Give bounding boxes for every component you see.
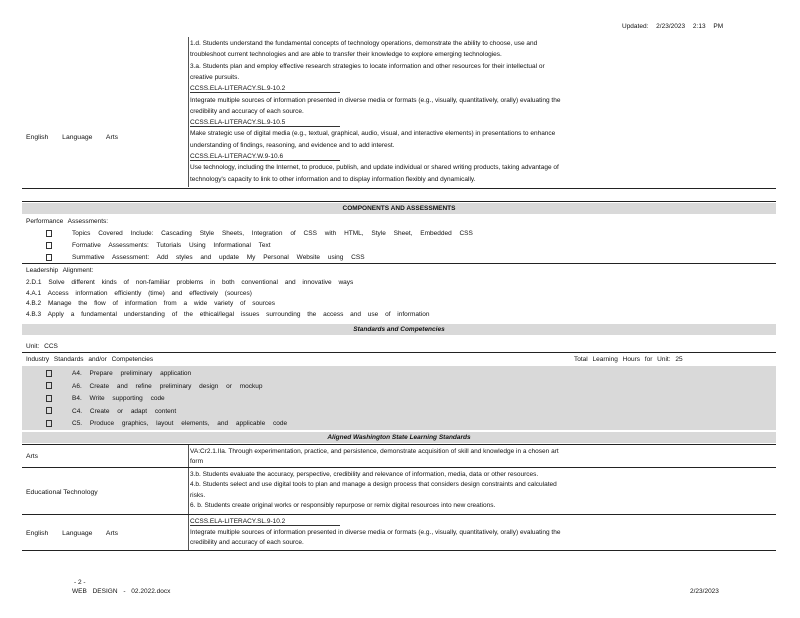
- total-learning-hours: Total Learning Hours for Unit: 25: [574, 356, 683, 363]
- underline: [190, 160, 340, 161]
- list-item: [46, 229, 473, 238]
- standard-line: understanding of findings, reasoning, and evidence and to add interest.: [190, 141, 395, 149]
- list-item: [46, 369, 191, 378]
- standard-line: Integrate multiple sources of information presented in diverse media or formats (e.g., visually, quantitatively, orally) evaluating the: [190, 528, 561, 536]
- list-item: [46, 419, 287, 428]
- bullet-icon: [46, 254, 52, 261]
- list-item: 4.A.1 Access information efficiently (time) and effectively (sources): [26, 289, 252, 297]
- standard-line: Make strategic use of digital media (e.g., textual, graphical, audio, visual, and interactive elements) in presentations to enhance: [190, 130, 556, 138]
- components-heading: COMPONENTS AND ASSESSMENTS: [342, 205, 456, 212]
- standard-line: 3.b. Students evaluate the accuracy, perspective, credibility and relevance of information, media, data or other resources.: [190, 471, 539, 478]
- arts-label: Arts: [26, 453, 39, 460]
- list-item: [46, 241, 271, 250]
- list-item-text: C4. Create or adapt content: [72, 407, 177, 415]
- list-item-text: A4. Prepare preliminary application: [72, 370, 192, 377]
- standard-line: 1.d. Students understand the fundamental concepts of technology operations, demonstrate the ability to choose, use and: [190, 40, 538, 47]
- document-name: WEB DESIGN - 02.2022.docx: [72, 588, 171, 595]
- divider: [22, 550, 776, 551]
- standard-line: Integrate multiple sources of information presented in diverse media or formats (e.g., visually, quantitatively, orally) evaluating the: [190, 96, 561, 104]
- divider: [22, 467, 776, 468]
- divider: [22, 188, 776, 189]
- list-item: [46, 407, 176, 416]
- standards-heading: Standards and Competencies: [353, 326, 445, 333]
- bullet-icon: [46, 370, 52, 377]
- standard-line: troubleshoot current technologies and are able to transfer their knowledge to explore emerging technologies.: [190, 51, 502, 59]
- list-item-text: C5. Produce graphics, layout elements, and applicable code: [72, 420, 288, 427]
- underline: [190, 126, 340, 127]
- bullet-icon: [46, 420, 52, 427]
- edtech-label: Educational Technology: [26, 489, 98, 496]
- updated-timestamp: Updated: 2/23/2023 2:13 PM: [622, 23, 724, 30]
- page-number: - 2 -: [74, 579, 86, 586]
- list-item-text: Summative Assessment: Add styles and update My Personal Website using CSS: [72, 254, 365, 261]
- aligned-heading: Aligned Washington State Learning Standards: [327, 434, 471, 441]
- standards-bar: [22, 324, 776, 335]
- standard-line: form: [190, 458, 203, 465]
- standard-line: 4.b. Students select and use digital tools to plan and manage a design process that considers design constraints and calculated: [190, 481, 557, 489]
- industry-standards-heading: Industry Standards and/or Competencies: [26, 356, 154, 363]
- list-item: 4.B.3 Apply a fundamental understanding of the ethical/legal issues surrounding the access and use of information: [26, 310, 430, 318]
- standard-line: 6. b. Students create original works or responsibly repurpose or remix digital resources into new creations.: [190, 501, 496, 509]
- list-item: [46, 394, 165, 403]
- standard-line: CCSS.ELA-LITERACY.W.9-10.6: [190, 153, 284, 160]
- list-item-text: Formative Assessments: Tutorials Using Informational Text: [72, 242, 271, 249]
- list-item: [46, 382, 263, 391]
- divider: [22, 352, 776, 353]
- bullet-icon: [46, 242, 52, 249]
- components-bar: [22, 203, 776, 214]
- standard-line: credibility and accuracy of each source.: [190, 539, 304, 546]
- standard-line: CCSS.ELA-LITERACY.SL.9-10.2: [190, 518, 286, 525]
- list-item: [46, 253, 365, 262]
- list-item-text: B4. Write supporting code: [72, 395, 165, 402]
- footer-date: 2/23/2023: [690, 588, 719, 595]
- divider: [22, 514, 776, 515]
- standard-line: VA:Cr2.1.IIa. Through experimentation, practice, and persistence, demonstrate acquisition of skill and knowledge in a chosen art: [190, 448, 559, 455]
- standard-line: credibility and accuracy of each source.: [190, 107, 304, 115]
- list-item-text: Topics Covered Include: Cascading Style Sheets, Integration of CSS with HTML, Style Sheet, Embedded CSS: [72, 230, 473, 237]
- bullet-icon: [46, 382, 52, 389]
- bullet-icon: [46, 407, 52, 414]
- standard-line: creative pursuits.: [190, 73, 240, 81]
- underline: [190, 92, 340, 93]
- list-item: 2.D.1 Solve different kinds of non-familiar problems in both conventional and innovative ways: [26, 279, 354, 286]
- standard-line: Use technology, including the Internet, to produce, publish, and update individual or shared writing products, taking advantage of: [190, 164, 559, 172]
- divider: [22, 263, 776, 264]
- underline: [190, 525, 340, 526]
- table-divider: [188, 37, 189, 187]
- divider: [22, 444, 776, 445]
- list-item: 4.B.2 Manage the flow of information from a wide variety of sources: [26, 300, 276, 307]
- unit-label: Unit: CCS: [26, 343, 58, 350]
- leadership-heading: Leadership Alignment:: [26, 267, 94, 274]
- standard-line: CCSS.ELA-LITERACY.SL.9-10.2: [190, 85, 286, 93]
- aligned-bar: [22, 432, 776, 443]
- ela-label-bottom: English Language Arts: [26, 530, 119, 537]
- standard-line: CCSS.ELA-LITERACY.SL.9-10.5: [190, 119, 286, 127]
- divider: [22, 201, 776, 202]
- standard-line: technology's capacity to link to other information and to display information flexibly and dynamically.: [190, 175, 476, 183]
- performance-heading: Performance Assessments:: [26, 218, 109, 225]
- standard-line: 3.a. Students plan and employ effective research strategies to locate information and other resources for their intellectual or: [190, 62, 545, 70]
- table-divider: [188, 444, 189, 550]
- list-item-text: A6. Create and refine preliminary design or mockup: [72, 382, 263, 390]
- bullet-icon: [46, 230, 52, 237]
- standard-line: risks.: [190, 491, 206, 499]
- ela-label: English Language Arts: [26, 134, 119, 141]
- bullet-icon: [46, 395, 52, 402]
